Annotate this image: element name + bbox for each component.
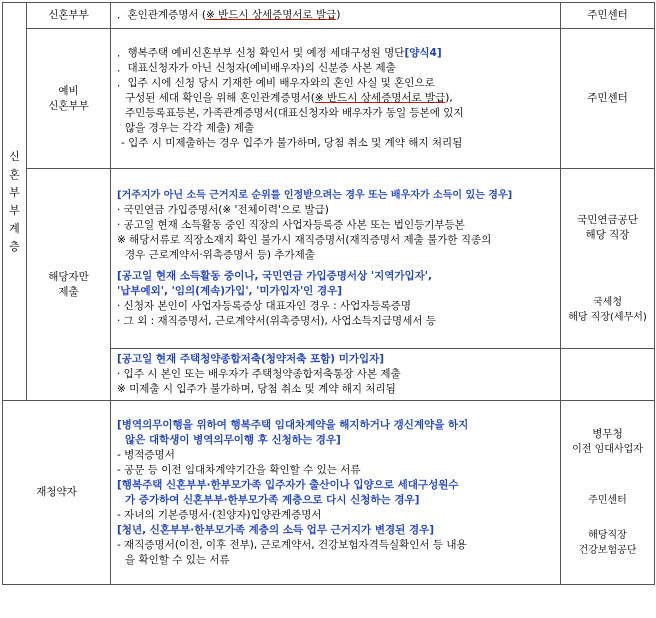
row-newlywed <box>3 3 655 29</box>
form-4-tag: [양식4] <box>404 47 442 59</box>
office-applicable-savings <box>561 349 655 401</box>
section-header-workplace-change: [청년, 신혼부부·한부모가족 계층의 소득 업무 근거지가 변경된 경우] <box>117 523 435 536</box>
section-header-income-base: [거주지가 아닌 소득 근거지로 순위를 인정받으려는 경우 또는 배우자가 소득이 있는 경우] <box>117 190 513 201</box>
row-pre-married <box>3 29 655 169</box>
section-header-military: [병역의무이행을 위하여 행복주택 임대차계약을 해지하거나 갱신계약을 하지 <box>117 418 469 431</box>
section-header-savings: [공고일 현재 주택청약종합저축(청약저축 포함) 미가입자] <box>117 353 385 365</box>
office-applicable-income: 국민연금공단 해당 직장 국세청 해당 직장(세무서) <box>561 169 655 349</box>
doc-reapplicant: [병역의무이행을 위하여 행복주택 임대차계약을 해지하거나 갱신계약을 하지 않은 대학생이 병역의무이행 후 신청하는 경우] - 병적증명서 - 공문 등 이전 임대차계약기간을 확인할 수 있는 서류 [행복주택 신혼부부·한부모가족 입주자가 출산이나 입양으로 세대구성원수 가 증가하여 신혼부부·한부모가족 계층으로 다시 신청하는 경우] - 자녀의 기본증명서·(친양자)입양관계증명서 [청년, 신혼부부·한부모가족 계층의 소득 업무 근거지가 변경된 경우] - 재직증명서(이전, 이후 전부), 근로계약서, 건강보험자격득실확인서 등 내용 을 확인할 수 있는 서류 <box>111 401 561 585</box>
group-label: 신혼부부계층 <box>9 149 20 253</box>
office-reapplicant: 병무청 이전 임대사업자 주민센터 해당직장 건강보험공단 <box>561 401 655 585</box>
office-pre-married: 주민센터 <box>561 29 655 169</box>
section-header-pension-status: [공고일 현재 소득활동 중이나, 국민연금 가입증명서상 '지역가입자', <box>117 270 432 282</box>
sub-pre-married: 예비 신혼부부 <box>27 29 111 169</box>
sub-applicable: 해당자만 제출 <box>27 169 111 401</box>
sub-reapplicant: 재청약자 <box>3 401 111 585</box>
office-newlywed: 주민센터 <box>561 3 655 29</box>
row-applicable-income <box>3 169 655 349</box>
group-newly-married <box>3 3 27 401</box>
row-reapplicant <box>3 401 655 585</box>
doc-newlywed: ．혼인관계증명서 (※ 반드시 상세증명서로 발급) <box>111 3 561 29</box>
sub-newlywed: 신혼부부 <box>27 3 111 29</box>
doc-applicable-savings: [공고일 현재 주택청약종합저축(청약저축 포함) 미가입자] · 입주 시 본인 또는 배우자가 주택청약종합저축통장 사본 제출 ※ 미제출 시 입주가 불가하며, 당첨 취소 및 계약 해지 처리됨 <box>111 349 561 401</box>
required-documents-table <box>2 2 655 585</box>
doc-pre-married: ．행복주택 예비신혼부부 신청 확인서 및 예정 세대구성원 명단[양식4] ．대표신청자가 아닌 신청자(예비배우자)의 신분증 사본 제출 ．입주 시에 신청 당시 기재한 예비 배우자와의 혼인 사실 및 혼인으로 구성된 세대 확인을 위해 혼인관계증명서(※ 반드시 상세증명서로 발급), 주민등록표등본, 가족관계증명서(대표신청자와 배우자가 동일 등본에 있지 않을 경우는 각각 제출) 제출 - 입주 시 미제출하는 경우 입주가 불가하며, 당첨 취소 및 계약 해지 처리됨 <box>111 29 561 169</box>
section-header-family-growth: [행복주택 신혼부부·한부모가족 입주자가 출산이나 입양으로 세대구성원수 <box>117 478 459 491</box>
doc-applicable-income: [거주지가 아닌 소득 근거지로 순위를 인정받으려는 경우 또는 배우자가 소득이 있는 경우] · 국민연금 가입증명서(※ '전체이력'으로 발급) · 공고일 현재 소득활동 중인 직장의 사업자등록증 사본 또는 법인등기부등본 ※ 해당서류로 직장소재지 확인 불가시 재직증명서(재직증명서 제출 불가한 직종의 경우 근로계약서·위촉증명서 등) 추가제출 [공고일 현재 소득활동 중이나, 국민연금 가입증명서상 '지역가입자', '납부예외', '임의(계속)가입', '미가입자'인 경우] · 신청자 본인이 사업자등록증상 대표자인 경우 : 사업자등록증명 · 그 외 : 재직증명서, 근로계약서(위촉증명서), 사업소득지급명세서 등 <box>111 169 561 349</box>
